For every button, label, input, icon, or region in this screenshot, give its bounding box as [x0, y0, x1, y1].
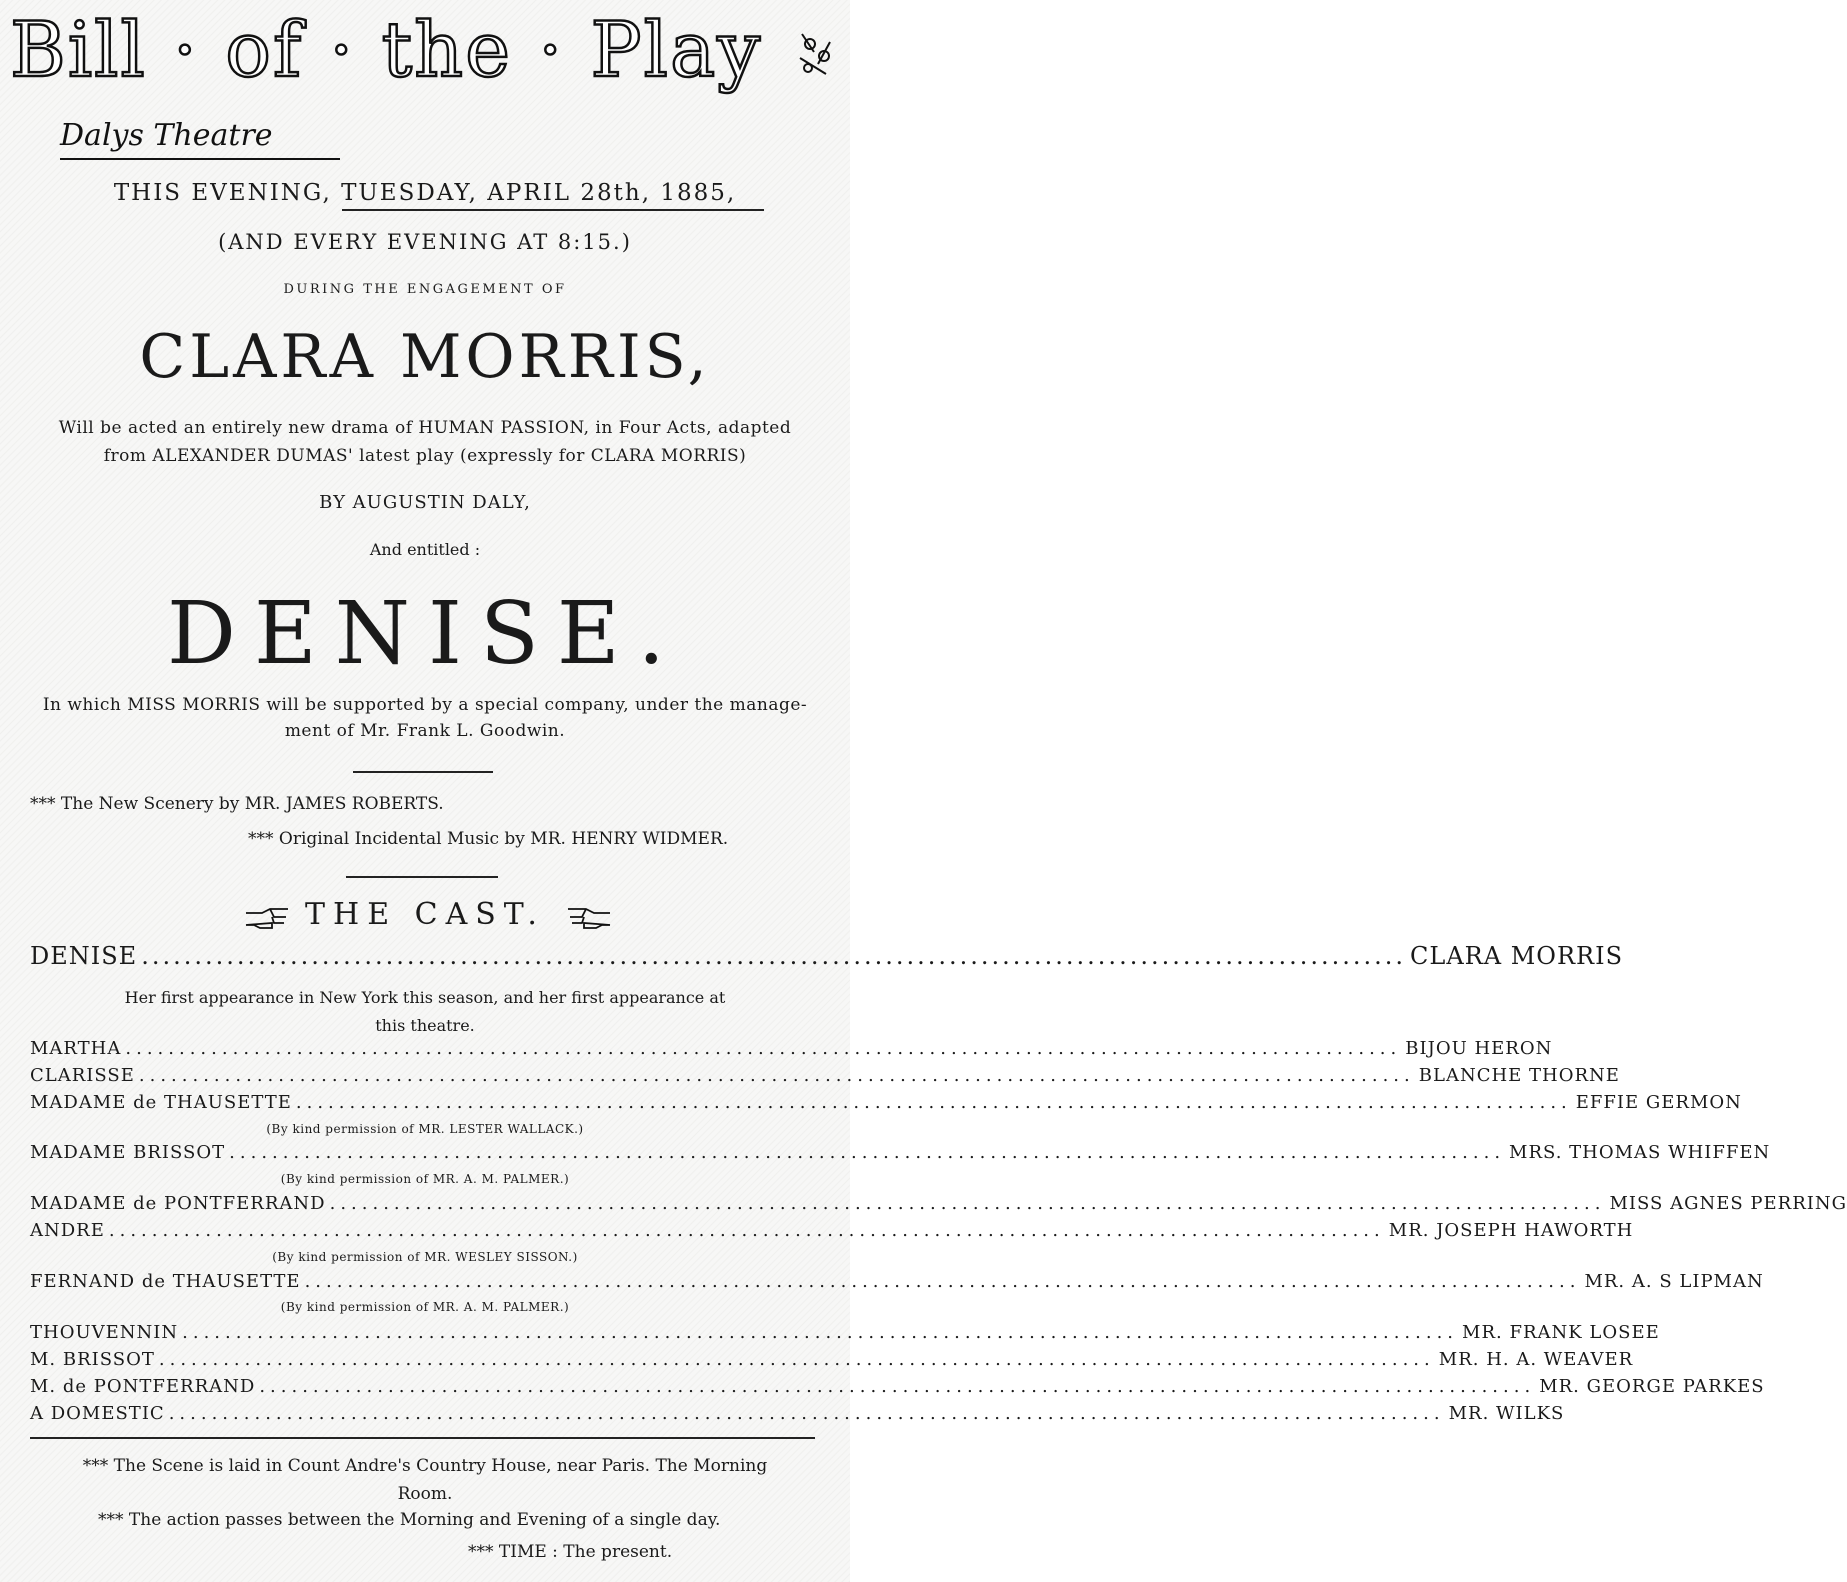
divider — [353, 771, 493, 773]
star-name: CLARA MORRIS, — [139, 322, 711, 392]
cast-actor: MISS AGNES PERRING — [1609, 1193, 1847, 1214]
cast-row — [30, 1403, 1565, 1424]
cast-row — [30, 1271, 1764, 1292]
cast-role: M. de PONTFERRAND — [30, 1376, 256, 1397]
cast-role: MARTHA — [30, 1038, 122, 1059]
description-line-2: from ALEXANDER DUMAS' latest play (expressly for CLARA MORRIS) — [103, 446, 747, 466]
pointing-hand-left-icon — [566, 905, 612, 931]
entitled-line: And entitled : — [369, 540, 481, 559]
cast-role: CLARISSE — [30, 1065, 135, 1086]
leader-dots: ....................................................................................................................... — [158, 1349, 1435, 1370]
cast-role: MADAME de THAUSETTE — [30, 1092, 292, 1113]
performance-time: (AND EVERY EVENING AT 8:15.) — [218, 230, 632, 254]
cast-actor: CLARA MORRIS — [1410, 942, 1624, 970]
cast-role: FERNAND de THAUSETTE — [30, 1271, 301, 1292]
support-line-2: ment of Mr. Frank L. Goodwin. — [284, 721, 566, 741]
cast-row-lead — [30, 942, 1624, 970]
leader-dots: ....................................................................................................................... — [168, 1403, 1445, 1424]
leader-dots: ....................................................................................................................... — [125, 1038, 1402, 1059]
cast-actor: BIJOU HERON — [1405, 1038, 1553, 1059]
cast-actor: MR. JOSEPH HAWORTH — [1388, 1220, 1634, 1241]
play-description — [0, 414, 850, 470]
cast-row — [30, 1038, 1553, 1059]
play-title: DENISE. — [167, 584, 683, 684]
leader-dots: ....................................................................................................................... — [259, 1376, 1536, 1397]
leader-dots: ....................................................................................................................... — [138, 1065, 1415, 1086]
bill-title: Bill · of · the · Play — [10, 5, 763, 94]
cast-role: M. BRISSOT — [30, 1349, 155, 1370]
engagement-line: DURING THE ENGAGEMENT OF — [283, 282, 567, 297]
leader-dots: ....................................................................................................................... — [229, 1142, 1506, 1163]
cast-row — [30, 1193, 1847, 1214]
cast-role: A DOMESTIC — [30, 1403, 165, 1424]
leader-dots: ....................................................................................................................... — [304, 1271, 1581, 1292]
cast-row — [30, 1376, 1765, 1397]
cast-actor: EFFIE GERMON — [1575, 1092, 1742, 1113]
date-underline — [342, 209, 764, 211]
cast-role: MADAME de PONTFERRAND — [30, 1193, 326, 1214]
leader-dots: ....................................................................................................................... — [182, 1322, 1459, 1343]
support-text — [0, 692, 850, 744]
cast-role: MADAME BRISSOT — [30, 1142, 226, 1163]
first-appearance-line-2: this theatre. — [375, 1016, 475, 1035]
cast-actor: BLANCHE THORNE — [1418, 1065, 1620, 1086]
cast-actor: MR. A. S LIPMAN — [1584, 1271, 1764, 1292]
support-line-1: In which MISS MORRIS will be supported by a special company, under the manage- — [42, 695, 808, 715]
leader-dots: ....................................................................................................................... — [329, 1193, 1606, 1214]
cast-role: ANDRE — [30, 1220, 105, 1241]
footer-rule — [30, 1437, 815, 1439]
cast-actor: MR. FRANK LOSEE — [1462, 1322, 1660, 1343]
action-note: *** The action passes between the Morning and Evening of a single day. — [98, 1510, 721, 1530]
cast-role: DENISE — [30, 942, 138, 970]
leader-dots: ....................................................................................................................... — [295, 1092, 1572, 1113]
divider — [346, 876, 498, 878]
theatre-name: Dalys Theatre — [60, 113, 340, 160]
permission-note: (By kind permission of MR. LESTER WALLACK.) — [266, 1122, 584, 1136]
permission-note: (By kind permission of MR. A. M. PALMER.) — [280, 1172, 570, 1186]
leader-dots: ....................................................................................................................... — [141, 942, 1407, 970]
leader-dots: ....................................................................................................................... — [108, 1220, 1385, 1241]
scene-line-1: *** The Scene is laid in Count Andre's Country House, near Paris. The Morning — [82, 1456, 768, 1476]
time-note: *** TIME : The present. — [468, 1542, 673, 1562]
description-line-1: Will be acted an entirely new drama of HUMAN PASSION, in Four Acts, adapted — [58, 418, 792, 438]
cast-row — [30, 1322, 1660, 1343]
cast-row — [30, 1220, 1634, 1241]
cast-actor: MRS. THOMAS WHIFFEN — [1509, 1142, 1771, 1163]
cast-actor: MR. H. A. WEAVER — [1438, 1349, 1634, 1370]
first-appearance-note — [0, 984, 850, 1040]
cast-actor: MR. GEORGE PARKES — [1539, 1376, 1765, 1397]
performance-date: THIS EVENING, TUESDAY, APRIL 28th, 1885, — [113, 180, 737, 206]
floral-ornament-icon — [792, 24, 842, 84]
cast-actor: MR. WILKS — [1448, 1403, 1565, 1424]
cast-row — [30, 1142, 1771, 1163]
cast-heading: THE CAST. — [305, 897, 545, 932]
first-appearance-line-1: Her first appearance in New York this season, and her first appearance at — [124, 988, 726, 1007]
author-line: BY AUGUSTIN DALY, — [319, 492, 531, 513]
permission-note: (By kind permission of MR. WESLEY SISSON.) — [272, 1250, 578, 1264]
scene-note — [30, 1452, 820, 1508]
cast-row — [30, 1349, 1634, 1370]
scene-line-2: Room. — [397, 1484, 453, 1504]
permission-note: (By kind permission of MR. A. M. PALMER.) — [280, 1300, 570, 1314]
cast-role: THOUVENNIN — [30, 1322, 179, 1343]
cast-row — [30, 1092, 1742, 1113]
scenery-note: *** The New Scenery by MR. JAMES ROBERTS. — [30, 794, 444, 814]
music-note: *** Original Incidental Music by MR. HENRY WIDMER. — [248, 829, 729, 849]
cast-row — [30, 1065, 1620, 1086]
